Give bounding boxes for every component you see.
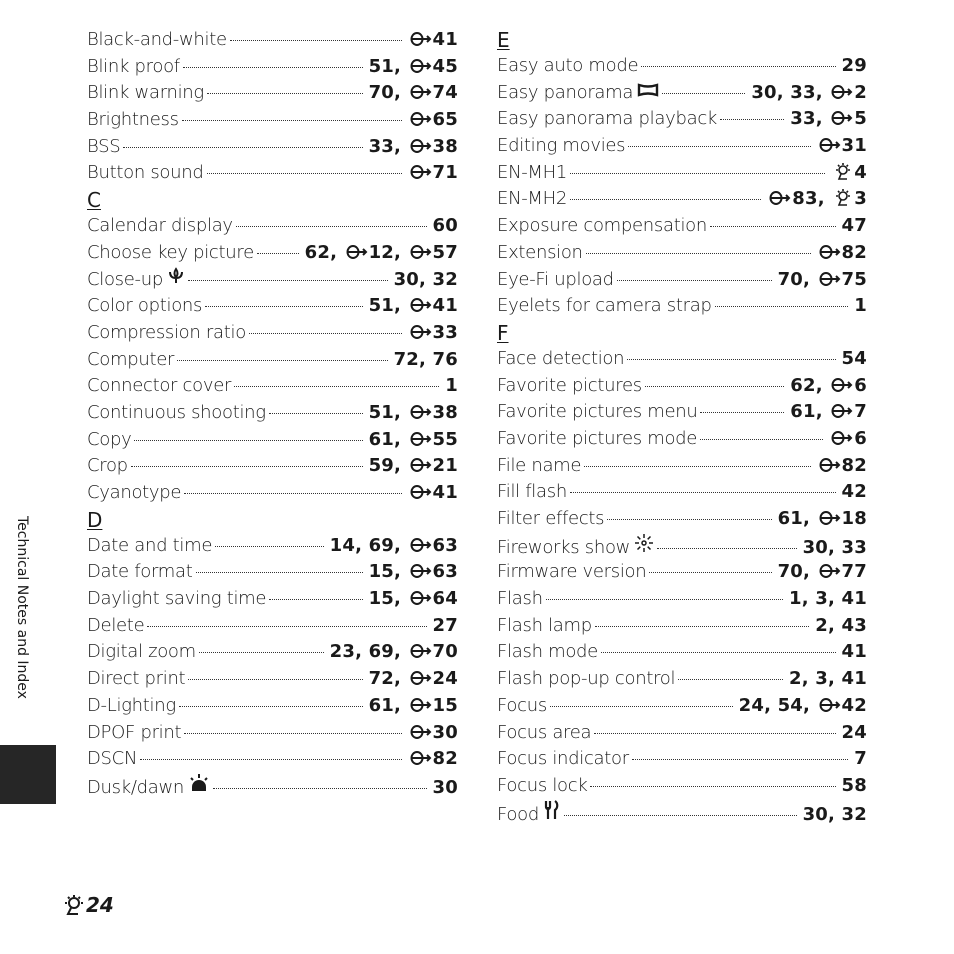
index-entry xyxy=(87,400,458,427)
index-entry xyxy=(497,426,867,453)
leader-dots xyxy=(199,652,324,653)
leader-dots xyxy=(641,66,835,67)
index-term: Close-up xyxy=(87,268,163,290)
index-term: Exposure compensation xyxy=(497,215,707,237)
leader-dots xyxy=(570,199,761,200)
index-entry xyxy=(497,533,867,560)
page-refs: 58 xyxy=(841,774,867,796)
index-entry xyxy=(87,720,458,747)
leader-dots xyxy=(140,759,401,760)
index-entry xyxy=(497,267,867,294)
index-term: Calendar display xyxy=(87,215,233,237)
index-entry xyxy=(497,399,867,426)
index-term: Fill flash xyxy=(497,481,567,503)
index-term: Brightness xyxy=(87,109,179,131)
index-column-right xyxy=(497,27,867,826)
index-entry xyxy=(87,773,458,800)
leader-dots xyxy=(586,253,811,254)
index-term: Favorite pictures mode xyxy=(497,427,698,449)
leader-dots xyxy=(700,412,784,413)
page-refs: 1, 3, 41 xyxy=(789,588,867,610)
leader-dots xyxy=(177,360,387,361)
leader-dots xyxy=(236,226,427,227)
page-refs: 30, 33 xyxy=(802,536,867,558)
e-ref-icon xyxy=(410,697,432,713)
index-term: Compression ratio xyxy=(87,321,246,343)
page-refs: 1 xyxy=(445,375,458,397)
index-entry xyxy=(87,480,458,507)
index-term: Easy auto mode xyxy=(497,55,639,76)
index-entry xyxy=(497,80,867,107)
index-term: Direct print xyxy=(87,668,186,690)
page-refs: 60 xyxy=(432,215,458,237)
index-term: Easy panorama xyxy=(497,81,634,103)
leader-dots xyxy=(269,413,363,414)
page-refs: 62, 6 xyxy=(790,374,867,396)
e-ref-icon xyxy=(819,563,841,579)
index-entry xyxy=(497,293,867,320)
index-entry xyxy=(87,320,458,347)
index-entry xyxy=(497,160,867,187)
index-entry xyxy=(87,213,458,240)
index-entry xyxy=(87,107,458,134)
index-entry xyxy=(87,54,458,81)
section-tab-marker xyxy=(0,745,56,804)
e-ref-icon xyxy=(819,697,841,713)
index-entry xyxy=(87,347,458,374)
page-refs: 61, 15 xyxy=(368,694,458,716)
lightbulb-ref-icon xyxy=(833,188,853,206)
e-ref-icon xyxy=(410,537,432,553)
index-term: Eyelets for camera strap xyxy=(497,295,712,317)
leader-dots xyxy=(134,440,362,441)
leader-dots xyxy=(564,815,797,816)
index-entry xyxy=(497,346,867,373)
index-entry xyxy=(497,186,867,213)
page-refs: 61, 7 xyxy=(790,401,867,423)
e-ref-icon xyxy=(410,31,432,47)
index-term: Daylight saving time xyxy=(87,588,267,610)
index-entry xyxy=(87,533,458,560)
index-term: Easy panorama playback xyxy=(497,108,718,130)
page-refs: 72, 76 xyxy=(393,348,458,370)
leader-dots xyxy=(131,466,363,467)
leader-dots xyxy=(184,493,401,494)
page-refs: 7 xyxy=(854,748,867,770)
leader-dots xyxy=(269,599,362,600)
index-entry xyxy=(87,240,458,267)
leader-dots xyxy=(601,652,836,653)
index-term: Editing movies xyxy=(497,135,626,157)
index-entry xyxy=(87,293,458,320)
e-ref-icon xyxy=(410,563,432,579)
index-term: Flash pop-up control xyxy=(497,668,676,690)
e-ref-icon xyxy=(819,457,841,473)
index-entry xyxy=(497,639,867,666)
index-term: Firmware version xyxy=(497,561,647,583)
leader-dots xyxy=(546,599,783,600)
leader-dots xyxy=(632,759,848,760)
index-entry xyxy=(497,506,867,533)
page-number-text: 24 xyxy=(86,893,114,917)
leader-dots xyxy=(179,706,363,707)
index-entry xyxy=(497,746,867,773)
index-term: Date format xyxy=(87,561,193,583)
page-refs: 30 xyxy=(408,720,458,747)
page-refs: 2, 43 xyxy=(815,614,867,636)
index-entry xyxy=(497,666,867,693)
food-icon xyxy=(543,800,561,820)
side-tab-label: Technical Notes and Index xyxy=(14,516,30,699)
index-term: BSS xyxy=(87,135,121,157)
index-entry xyxy=(497,693,867,720)
page-refs: 47 xyxy=(841,215,867,237)
page-refs: 31 xyxy=(817,133,867,160)
page-refs: 29 xyxy=(841,55,867,76)
index-entry xyxy=(87,373,458,400)
index-entry xyxy=(87,453,458,480)
page-refs: 61, 55 xyxy=(368,428,458,450)
page-refs: 24 xyxy=(841,721,867,743)
e-ref-icon xyxy=(410,431,432,447)
index-term: Fireworks show xyxy=(497,536,631,558)
leader-dots xyxy=(215,546,324,547)
index-entry xyxy=(87,693,458,720)
index-term: Blink warning xyxy=(87,82,204,104)
page-refs: 71 xyxy=(408,160,458,187)
e-ref-icon xyxy=(410,324,432,340)
e-ref-icon xyxy=(831,84,853,100)
index-term: Eye-Fi upload xyxy=(497,268,614,290)
index-entry xyxy=(497,373,867,400)
index-term: Flash lamp xyxy=(497,614,592,636)
leader-dots xyxy=(207,173,402,174)
page-refs: 70, 74 xyxy=(368,82,458,104)
index-term: Color options xyxy=(87,295,203,317)
index-entry xyxy=(497,720,867,747)
e-ref-icon xyxy=(410,750,432,766)
index-entry xyxy=(497,213,867,240)
page-refs: 51, 41 xyxy=(368,295,458,317)
lightbulb-ref-icon xyxy=(833,162,853,180)
page-refs: 82 xyxy=(817,453,867,480)
leader-dots xyxy=(257,253,299,254)
leader-dots xyxy=(715,306,849,307)
index-entry xyxy=(87,27,458,54)
e-ref-icon xyxy=(410,164,432,180)
index-term: Computer xyxy=(87,348,175,370)
e-ref-icon xyxy=(410,590,432,606)
page-refs: 61, 18 xyxy=(777,508,867,529)
easy-panorama-icon xyxy=(637,82,659,98)
index-term: Black-and-white xyxy=(87,29,227,50)
index-term: Face detection xyxy=(497,347,625,369)
page-refs: 30, 32 xyxy=(393,268,458,290)
index-term: Focus area xyxy=(497,721,592,743)
leader-dots xyxy=(182,120,402,121)
index-term: Blink proof xyxy=(87,55,180,77)
page-refs: 41 xyxy=(841,641,867,663)
index-term: D-Lighting xyxy=(87,694,176,716)
leader-dots xyxy=(617,280,772,281)
lightbulb-ref-icon xyxy=(62,894,86,916)
index-entry xyxy=(87,746,458,773)
index-column-left xyxy=(87,27,458,800)
e-ref-icon xyxy=(819,137,841,153)
leader-dots xyxy=(188,679,362,680)
index-entry xyxy=(87,160,458,187)
index-term: Flash mode xyxy=(497,641,598,663)
page-refs: 72, 24 xyxy=(368,668,458,690)
e-ref-icon xyxy=(410,724,432,740)
e-ref-icon xyxy=(819,271,841,287)
page-refs: 51, 45 xyxy=(368,55,458,77)
leader-dots xyxy=(570,173,825,174)
page-refs: 30, 32 xyxy=(802,803,867,825)
index-entry xyxy=(497,613,867,640)
page-refs: 42 xyxy=(841,481,867,503)
e-ref-icon xyxy=(410,457,432,473)
page-refs: 23, 69, 70 xyxy=(329,641,458,663)
fireworks-icon xyxy=(634,533,654,553)
index-entry xyxy=(87,613,458,640)
index-term: DPOF print xyxy=(87,721,182,743)
leader-dots xyxy=(123,147,362,148)
index-entry xyxy=(87,559,458,586)
index-term: Choose key picture xyxy=(87,241,254,263)
page-refs: 33, 38 xyxy=(368,135,458,157)
index-entry xyxy=(497,240,867,267)
page-refs: 24, 54, 42 xyxy=(738,694,867,716)
index-entry xyxy=(497,106,867,133)
index-entry xyxy=(87,80,458,107)
leader-dots xyxy=(628,146,810,147)
leader-dots xyxy=(207,93,363,94)
page-refs: 59, 21 xyxy=(368,455,458,477)
index-entry xyxy=(497,53,867,80)
page-refs: 6 xyxy=(829,426,867,453)
page-refs: 83, 3 xyxy=(767,186,867,213)
leader-dots xyxy=(710,226,836,227)
leader-dots xyxy=(645,386,784,387)
e-ref-icon xyxy=(831,403,853,419)
e-ref-icon xyxy=(410,297,432,313)
index-term: Extension xyxy=(497,241,583,263)
page-refs: 14, 69, 63 xyxy=(329,534,458,556)
page-refs: 62, 12, 57 xyxy=(304,241,458,263)
page-refs: 70, 75 xyxy=(777,268,867,290)
index-entry xyxy=(87,134,458,161)
index-term: File name xyxy=(497,454,582,476)
e-ref-icon xyxy=(410,111,432,127)
page-number xyxy=(62,893,114,917)
leader-dots xyxy=(594,733,835,734)
index-term: Focus indicator xyxy=(497,748,629,770)
e-ref-icon xyxy=(410,244,432,260)
index-term: DSCN xyxy=(87,748,138,770)
index-term: Continuous shooting xyxy=(87,401,266,423)
page-refs: 33, 5 xyxy=(790,108,867,130)
page-refs: 41 xyxy=(408,480,458,507)
leader-dots xyxy=(720,119,784,120)
leader-dots xyxy=(230,40,402,41)
leader-dots xyxy=(249,333,402,334)
index-term: Filter effects xyxy=(497,508,605,529)
page-refs: 41 xyxy=(408,27,458,54)
leader-dots xyxy=(184,733,401,734)
page-refs: 33 xyxy=(408,320,458,347)
section-letter-c: C xyxy=(87,188,101,213)
index-term: Dusk/dawn xyxy=(87,776,185,798)
leader-dots xyxy=(234,386,439,387)
dusk-dawn-icon xyxy=(188,773,210,793)
index-term: Favorite pictures menu xyxy=(497,401,698,423)
index-entry xyxy=(87,666,458,693)
leader-dots xyxy=(649,572,771,573)
index-entry xyxy=(87,639,458,666)
e-ref-icon xyxy=(410,138,432,154)
leader-dots xyxy=(196,572,363,573)
index-term: Digital zoom xyxy=(87,641,196,663)
index-term: Button sound xyxy=(87,162,204,184)
leader-dots xyxy=(595,626,809,627)
index-entry xyxy=(497,800,867,827)
leader-dots xyxy=(570,492,836,493)
page-refs: 51, 38 xyxy=(368,401,458,423)
page-refs: 15, 64 xyxy=(368,588,458,610)
index-entry xyxy=(497,453,867,480)
section-letter-d: D xyxy=(87,507,103,532)
leader-dots xyxy=(657,548,796,549)
e-ref-icon xyxy=(410,670,432,686)
index-term: Crop xyxy=(87,455,128,477)
index-term: EN-MH1 xyxy=(497,161,568,183)
e-ref-icon xyxy=(410,84,432,100)
page-refs: 30 xyxy=(432,776,458,798)
leader-dots xyxy=(678,679,783,680)
e-ref-icon xyxy=(410,404,432,420)
index-entry xyxy=(87,427,458,454)
page-refs: 15, 63 xyxy=(368,561,458,583)
leader-dots xyxy=(188,280,388,281)
section-letter-f: F xyxy=(497,320,509,345)
page-refs: 70, 77 xyxy=(777,561,867,583)
e-ref-icon xyxy=(410,484,432,500)
e-ref-icon xyxy=(769,190,791,206)
index-term: Focus xyxy=(497,694,547,716)
index-term: Copy xyxy=(87,428,132,450)
leader-dots xyxy=(213,788,427,789)
page-refs: 82 xyxy=(817,240,867,267)
leader-dots xyxy=(627,359,835,360)
page-refs: 2, 3, 41 xyxy=(789,668,867,690)
e-ref-icon xyxy=(410,643,432,659)
index-term: Connector cover xyxy=(87,375,232,397)
leader-dots xyxy=(607,519,771,520)
page-refs: 54 xyxy=(841,347,867,369)
index-entry xyxy=(497,479,867,506)
e-ref-icon xyxy=(831,110,853,126)
index-term: Food xyxy=(497,803,539,825)
page-refs: 82 xyxy=(408,746,458,773)
page-refs: 65 xyxy=(408,107,458,134)
e-ref-icon xyxy=(831,430,853,446)
close-up-icon xyxy=(167,267,185,285)
leader-dots xyxy=(183,67,363,68)
e-ref-icon xyxy=(346,244,368,260)
index-term: Date and time xyxy=(87,534,213,556)
page-refs: 30, 33, 2 xyxy=(751,81,867,103)
index-term: Cyanotype xyxy=(87,482,182,503)
page-refs: 27 xyxy=(432,614,458,636)
index-entry xyxy=(497,586,867,613)
page-refs: 4 xyxy=(831,160,867,187)
leader-dots xyxy=(700,439,823,440)
e-ref-icon xyxy=(819,510,841,526)
index-term: EN-MH2 xyxy=(497,188,568,210)
index-entry xyxy=(87,586,458,613)
index-entry xyxy=(497,773,867,800)
page-refs: 1 xyxy=(854,295,867,317)
index-term: Delete xyxy=(87,614,145,636)
e-ref-icon xyxy=(831,377,853,393)
index-term: Focus lock xyxy=(497,774,588,796)
index-term: Flash xyxy=(497,588,543,610)
leader-dots xyxy=(584,466,810,467)
leader-dots xyxy=(147,626,426,627)
leader-dots xyxy=(662,93,745,94)
e-ref-icon xyxy=(819,244,841,260)
index-entry xyxy=(497,133,867,160)
index-entry xyxy=(497,559,867,586)
index-term: Favorite pictures xyxy=(497,374,642,396)
leader-dots xyxy=(550,706,733,707)
section-letter-e: E xyxy=(497,28,510,52)
leader-dots xyxy=(590,786,835,787)
index-entry xyxy=(87,267,458,294)
e-ref-icon xyxy=(410,58,432,74)
leader-dots xyxy=(205,306,362,307)
